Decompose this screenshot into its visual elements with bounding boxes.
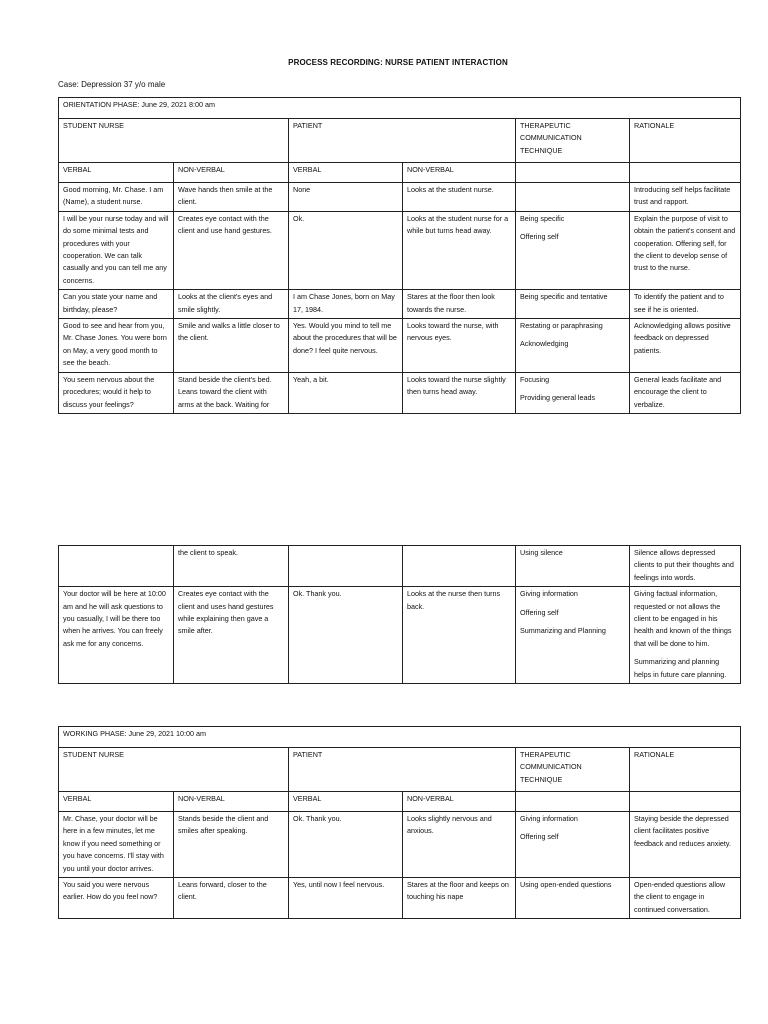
subheader-nonverbal: NON-VERBAL [403, 792, 516, 812]
patient-nonverbal-cell: Looks toward the nurse, with nervous eyes. [403, 319, 516, 373]
nurse-verbal-cell: You said you were nervous earlier. How do you feel now? [59, 878, 174, 919]
technique-item: Using open-ended questions [520, 880, 612, 890]
subheader-nonverbal: NON-VERBAL [174, 792, 289, 812]
technique-cell [516, 546, 630, 587]
technique-cell [516, 319, 630, 373]
header-technique: THERAPEUTIC COMMUNICATION TECHNIQUE [516, 119, 630, 163]
subheader-verbal: VERBAL [59, 163, 174, 183]
patient-nonverbal-cell: Looks at the student nurse. [403, 183, 516, 212]
patient-nonverbal-cell [403, 546, 516, 587]
table-body [59, 183, 741, 414]
technique-item: Giving information [520, 589, 578, 599]
technique-item: Providing general leads [520, 393, 596, 403]
nurse-nonverbal-cell: Leans forward, closer to the client. [174, 878, 289, 919]
technique-item: Restating or paraphrasing [520, 321, 603, 331]
nurse-nonverbal-cell: Creates eye contact with the client and use hand gestures. [174, 211, 289, 289]
rationale-paragraph: Silence allows depressed clients to put their thoughts and feelings into words. [634, 548, 734, 582]
rationale-paragraph: General leads facilitate and encourage the client to verbalize. [634, 374, 722, 409]
technique-cell [516, 587, 630, 684]
rationale-cell [630, 812, 741, 878]
nurse-nonverbal-cell: Stand beside the client's bed. Leans toward the client with arms at the back. Waiting for [174, 372, 289, 413]
rationale-cell [630, 546, 741, 587]
rationale-cell [630, 878, 741, 919]
rationale-paragraph: Introducing self helps facilitate trust and rapport. [634, 185, 731, 207]
rationale-paragraph: Acknowledging allows positive feedback on depressed patients. [634, 321, 731, 355]
header-patient: PATIENT [289, 748, 516, 792]
nurse-verbal-cell: You seem nervous about the procedures; would it help to discuss your feelings? [59, 372, 174, 413]
technique-cell [516, 878, 630, 919]
subheader-empty [516, 792, 630, 812]
patient-nonverbal-cell: Stares at the floor and keeps on touching his nape [403, 878, 516, 919]
header-technique: THERAPEUTIC COMMUNICATION TECHNIQUE [516, 748, 630, 792]
working-phase-table [58, 726, 741, 919]
nurse-verbal-cell: I will be your nurse today and will do some minimal tests and procedures with your cooperation. We can talk casually and you can tell me any concerns. [59, 211, 174, 289]
patient-verbal-cell: Ok. Thank you. [289, 587, 403, 684]
nurse-verbal-cell: Mr. Chase, your doctor will be here in a few minutes, let me know if you need something or you have concerns. I'll stay with you until your doctor arrives. [59, 812, 174, 878]
subheader-verbal: VERBAL [289, 163, 403, 183]
table-row [59, 211, 741, 289]
nurse-verbal-cell [59, 546, 174, 587]
patient-nonverbal-cell: Looks at the nurse then turns back. [403, 587, 516, 684]
rationale-paragraph: Open-ended questions allow the client to engage in continued conversation. [634, 880, 726, 914]
rationale-cell [630, 372, 741, 413]
table-row [59, 587, 741, 684]
patient-verbal-cell: Ok. [289, 211, 403, 289]
rationale-paragraph: Explain the purpose of visit to obtain the patient's consent and cooperation. Offering self, for the client to develop sense of trust to the nurse. [634, 213, 736, 273]
rationale-cell [630, 183, 741, 212]
patient-verbal-cell: None [289, 183, 403, 212]
technique-item: Offering self [520, 232, 559, 242]
subheader-verbal: VERBAL [289, 792, 403, 812]
nurse-verbal-cell: Your doctor will be here at 10:00 am and he will ask questions to you casually, I will be there too when he arrives. You can freely ask me for any concerns. [59, 587, 174, 684]
table-row [59, 372, 741, 413]
patient-verbal-cell: Ok. Thank you. [289, 812, 403, 878]
nurse-verbal-cell: Good morning, Mr. Chase. I am (Name), a student nurse. [59, 183, 174, 212]
technique-cell [516, 372, 630, 413]
technique-item: Summarizing and Planning [520, 626, 606, 636]
rationale-paragraph: Summarizing and planning helps in future care planning. [634, 657, 727, 679]
header-patient: PATIENT [289, 119, 516, 163]
technique-item: Acknowledging [520, 339, 569, 349]
technique-item: Offering self [520, 832, 559, 842]
patient-verbal-cell: Yeah, a bit. [289, 372, 403, 413]
patient-verbal-cell: I am Chase Jones, born on May 17, 1984. [289, 290, 403, 319]
table-row [59, 183, 741, 212]
rationale-paragraph: Giving factual information, requested or not allows the client to be engaged in his health and known of the things that will be done to him. [634, 589, 732, 648]
table-row [59, 290, 741, 319]
header-student-nurse: STUDENT NURSE [59, 748, 289, 792]
patient-nonverbal-cell: Looks at the student nurse for a while but turns head away. [403, 211, 516, 289]
subheader-nonverbal: NON-VERBAL [403, 163, 516, 183]
header-rationale: RATIONALE [630, 119, 741, 163]
subheader-verbal: VERBAL [59, 792, 174, 812]
patient-verbal-cell: Yes, until now I feel nervous. [289, 878, 403, 919]
technique-item: Focusing [520, 374, 550, 384]
technique-cell [516, 812, 630, 878]
patient-nonverbal-cell: Looks toward the nurse slightly then turns head away. [403, 372, 516, 413]
subheader-empty [630, 792, 741, 812]
technique-cell [516, 290, 630, 319]
orientation-phase-table [58, 97, 741, 414]
rationale-paragraph: Staying beside the depressed client facilitates positive feedback and reduces anxiety. [634, 814, 731, 848]
rationale-cell [630, 319, 741, 373]
table-row [59, 546, 741, 587]
rationale-paragraph: To identify the patient and to see if he is oriented. [634, 292, 724, 314]
phase-label: WORKING PHASE: June 29, 2021 10:00 am [59, 727, 741, 748]
table-body [59, 546, 741, 684]
nurse-verbal-cell: Can you state your name and birthday, please? [59, 290, 174, 319]
nurse-nonverbal-cell: Wave hands then smile at the client. [174, 183, 289, 212]
nurse-nonverbal-cell: Smile and walks a little closer to the client. [174, 319, 289, 373]
nurse-nonverbal-cell: Creates eye contact with the client and uses hand gestures while explaining then gave a smile after. [174, 587, 289, 684]
subheader-empty [630, 163, 741, 183]
rationale-cell [630, 290, 741, 319]
patient-nonverbal-cell: Stares at the floor then look towards the nurse. [403, 290, 516, 319]
phase-label: ORIENTATION PHASE: June 29, 2021 8:00 am [59, 98, 741, 119]
table-row [59, 878, 741, 919]
table-row [59, 812, 741, 878]
patient-verbal-cell: Yes. Would you mind to tell me about the procedures that will be done? I feel quite nervous. [289, 319, 403, 373]
nurse-nonverbal-cell: the client to speak. [174, 546, 289, 587]
technique-cell [516, 211, 630, 289]
technique-item: Being specific and tentative [520, 292, 608, 302]
technique-cell [516, 183, 630, 212]
subheader-empty [516, 163, 630, 183]
header-student-nurse: STUDENT NURSE [59, 119, 289, 163]
nurse-nonverbal-cell: Looks at the client's eyes and smile slightly. [174, 290, 289, 319]
case-label: Case: Depression 37 y/o male [58, 80, 166, 89]
document-title: PROCESS RECORDING: NURSE PATIENT INTERACTION [288, 58, 508, 67]
nurse-nonverbal-cell: Stands beside the client and smiles after speaking. [174, 812, 289, 878]
rationale-cell [630, 211, 741, 289]
subheader-nonverbal: NON-VERBAL [174, 163, 289, 183]
patient-verbal-cell [289, 546, 403, 587]
rationale-cell [630, 587, 741, 684]
patient-nonverbal-cell: Looks slightly nervous and anxious. [403, 812, 516, 878]
nurse-verbal-cell: Good to see and hear from you, Mr. Chase Jones. You were born on May, a very good month to see the beach. [59, 319, 174, 373]
technique-item: Being specific [520, 213, 565, 223]
table-body [59, 812, 741, 919]
technique-item: Offering self [520, 607, 559, 617]
table-row [59, 319, 741, 373]
continuation-table [58, 545, 741, 684]
header-rationale: RATIONALE [630, 748, 741, 792]
technique-item: Using silence [520, 548, 563, 557]
technique-item: Giving information [520, 814, 578, 823]
